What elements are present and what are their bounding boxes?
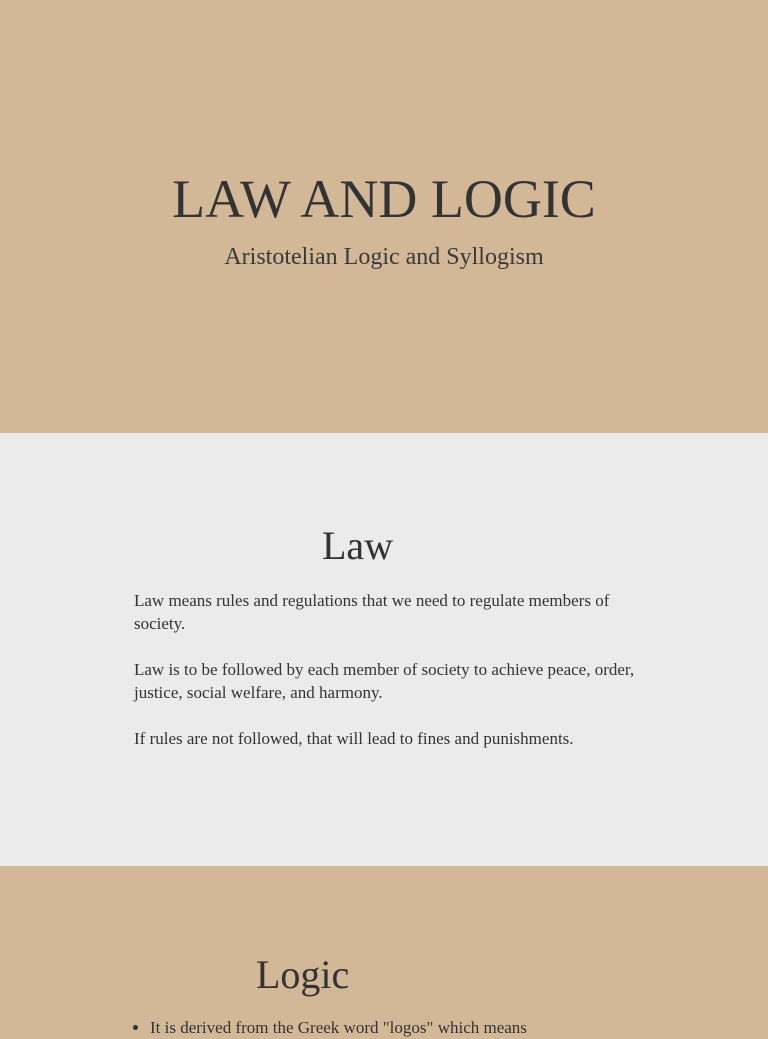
logic-bullet-list [134,1016,664,1039]
law-paragraph: Law means rules and regulations that we need to regulate members of society. [134,591,610,633]
presentation-title: LAW AND LOGIC [172,169,596,229]
logic-heading: Logic [256,952,350,997]
law-paragraph: If rules are not followed, that will lead to fines and punishments. [134,729,574,748]
logic-body [134,1016,664,1039]
law-body [134,589,664,773]
law-heading: Law [322,523,394,568]
logic-bullet: • It is derived from the Greek word "logos" which means [150,1016,664,1039]
logic-slide [0,866,768,1037]
presentation-subtitle: Aristotelian Logic and Syllogism [224,244,544,270]
law-paragraph: Law is to be followed by each member of society to achieve peace, order, justice, social welfare, and harmony. [134,660,635,702]
law-slide [0,433,768,866]
title-slide [0,0,768,433]
